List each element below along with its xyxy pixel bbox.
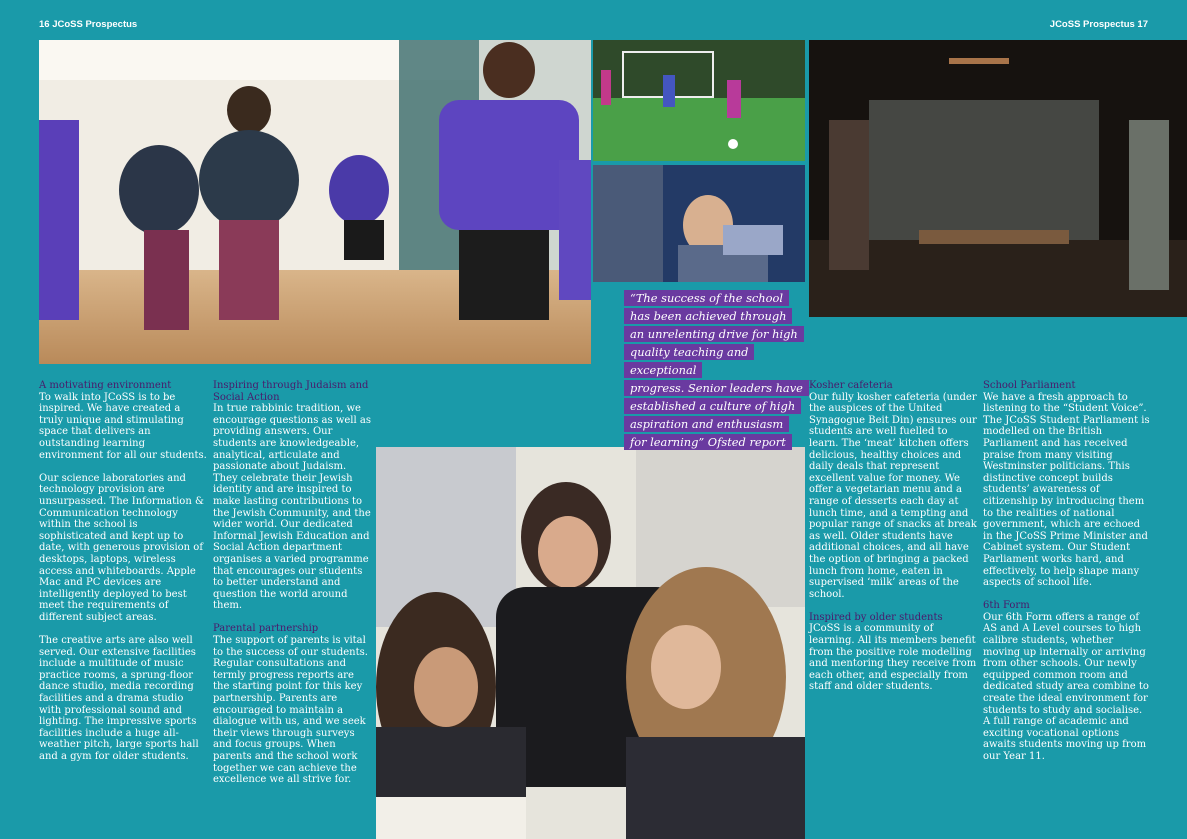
body-paragraph: Our science laboratories and technology provision are unsurpassed. The Information & Communication technology within the school is sophisticated and kept up to date, with generous provision of desktops, laptops, wireless access and whiteboards. Apple Mac and PC devices are intelligently deployed to best meet the requirements of different subject areas. — [39, 472, 204, 623]
body-paragraph: The support of parents is vital to the success of our students. Regular consultations and termly progress reports are the starting point for this key partnership. Parents are encouraged to maintain a dialogue with us, and we seek their views through surveys and focus groups. When parents and the school work together we can achieve the excellence we all strive for. — [213, 635, 368, 786]
column-parliament-sixth-form — [983, 380, 1151, 774]
drama-photo — [809, 40, 1187, 317]
ofsted-quote — [624, 289, 824, 451]
page-header-left: 16 JCoSS Prospectus — [39, 19, 138, 30]
body-paragraph: JCoSS is a community of learning. All its members benefit from the positive role modelling and mentoring they receive from each other, and especially from staff and older students. — [809, 623, 977, 693]
column-motivating-environment — [39, 380, 207, 774]
section-heading: Inspiring through Judaism and Social Action — [213, 380, 369, 403]
body-paragraph: To walk into JCoSS is to be inspired. We have created a truly unique and stimulating space that delivers an outstanding learning environment for all our students. — [39, 391, 207, 461]
quote-line: aspiration and enthusiasm — [624, 416, 789, 432]
quote-line: has been achieved through — [624, 308, 792, 324]
quote-line: quality teaching and exceptional — [624, 344, 754, 378]
column-cafeteria-older-students — [809, 380, 977, 705]
body-paragraph: The creative arts are also well served. Our extensive facilities include a multitude of music practice rooms, a sprung-floor dance studio, media recording facilities and a drama studio with professional sound and lighting. The impressive sports facilities include a huge all-weather pitch, large sports hall and a gym for older students. — [39, 635, 199, 762]
body-paragraph: We have a fresh approach to listening to the “Student Voice”. The JCoSS Student Parliament is modelled on the British Parliament and has received praise from many visiting Westminster politicians. This distinctive concept builds students’ awareness of citizenship by introducing them to the realities of national government, which are echoed in the JCoSS Prime Minister and Cabinet system. Our Student Parliament works hard, and effectively, to help shape many aspects of school life. — [983, 391, 1150, 589]
teacher-photo — [376, 447, 805, 839]
study-photo — [593, 165, 805, 282]
page-header-right: JCoSS Prospectus 17 — [1049, 19, 1148, 30]
section-heading: A motivating environment — [39, 380, 172, 391]
quote-line: for learning” Ofsted report — [624, 434, 792, 450]
section-heading: School Parliament — [983, 380, 1076, 391]
section-heading: Inspired by older students — [809, 611, 943, 623]
section-heading: 6th Form — [983, 600, 1030, 612]
quote-line: established a culture of high — [624, 398, 801, 414]
column-judaism-parental — [213, 380, 373, 797]
body-paragraph: Our 6th Form offers a range of AS and A Level courses to high calibre students, whether moving up internally or arriving from other schools. Our newly equipped common room and dedicated study area combine to create the ideal environment for students to study and socialise. A full range of academic and exciting vocational options awaits students moving up from our Year 11. — [983, 611, 1149, 762]
body-paragraph: In true rabbinic tradition, we encourage questions as well as providing answers. Our students are knowledgeable, analytical, articulate and passionate about Judaism. They celebrate their Jewish identity and are inspired to make lasting contributions to the Jewish Community, and the wider world. Our dedicated Informal Jewish Education and Social Action department organises a varied programme that encourages our students to better understand and question the world around them. — [213, 403, 371, 612]
dance-photo — [39, 40, 591, 364]
quote-line: “The success of the school — [624, 290, 789, 306]
body-paragraph: Our fully kosher cafeteria (under the auspices of the United Synagogue Beit Din) ensures our students are well fuelled to learn. The ‘meat’ kitchen offers delicious, healthy choices and daily deals that represent excellent value for money. We offer a vegetarian menu and a range of desserts each day at lunch time, and a tempting and popular range of snacks at break as well. Older students have additional choices, and all have the option of bringing a packed lunch from home, eaten in supervised ‘milk’ areas of the school. — [809, 391, 977, 600]
quote-line: an unrelenting drive for high — [624, 326, 804, 342]
football-photo — [593, 40, 805, 161]
quote-line: progress. Senior leaders have — [624, 380, 809, 396]
section-heading: Kosher cafeteria — [809, 380, 893, 391]
section-heading: Parental partnership — [213, 623, 319, 635]
